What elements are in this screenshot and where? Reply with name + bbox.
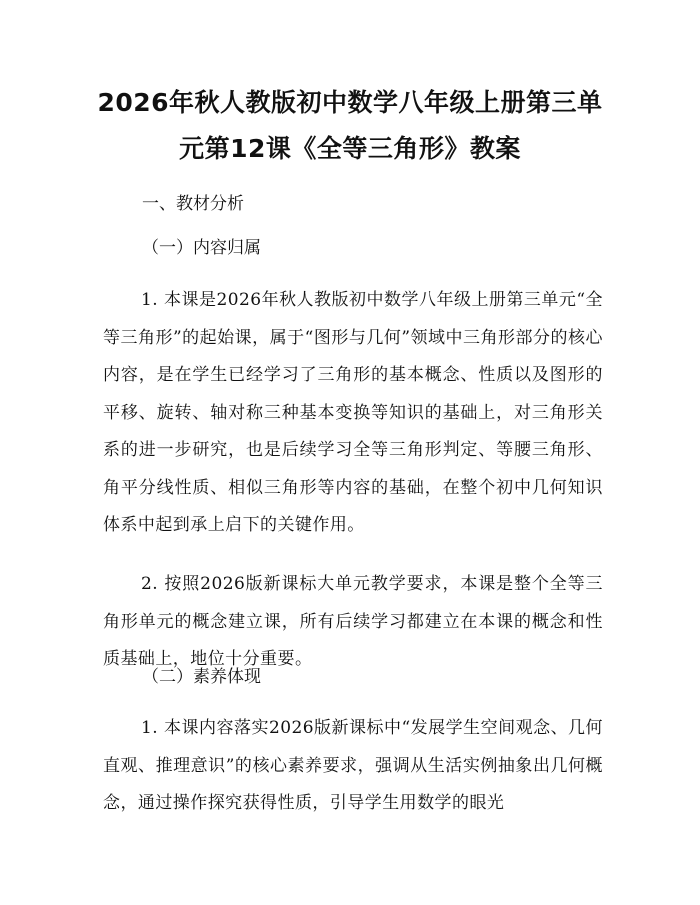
paragraph-content-1: 1. 本课是2026年秋人教版初中数学八年级上册第三单元“全等三角形”的起始课，属于“图形与几何”领域中三角形部分的核心内容，是在学生已经学习了三角形的基本概念、性质以及图形的平移、旋转、轴对称三种基本变换等知识的基础上，对三角形关系的进一步研究，也是后续学习全等三角形判定、等腰三角形、角平分线性质、相似三角形等内容的基础，在整个初中几何知识体系中起到承上启下的关键作用。 bbox=[103, 290, 603, 535]
document-title-line-2: 元第12课《全等三角形》教案 bbox=[179, 134, 521, 163]
subsection-heading-literacy: （二）素养体现 bbox=[142, 667, 261, 687]
section-heading-textbook-analysis: 一、教材分析 bbox=[142, 194, 244, 214]
paragraph-content-2: 2. 按照2026版新课标大单元教学要求，本课是整个全等三角形单元的概念建立课，所有后续学习都建立在本课的概念和性质基础上，地位十分重要。 bbox=[103, 574, 603, 669]
subsection-heading-content: （一）内容归属 bbox=[142, 238, 261, 258]
document-title-line-1: 2026年秋人教版初中数学八年级上册第三单 bbox=[97, 88, 603, 117]
paragraph-literacy-1: 1. 本课内容落实2026版新课标中“发展学生空间观念、几何直观、推理意识”的核心素养要求，强调从生活实例抽象出几何概念，通过操作探究获得性质，引导学生用数学的眼光 bbox=[103, 718, 603, 813]
